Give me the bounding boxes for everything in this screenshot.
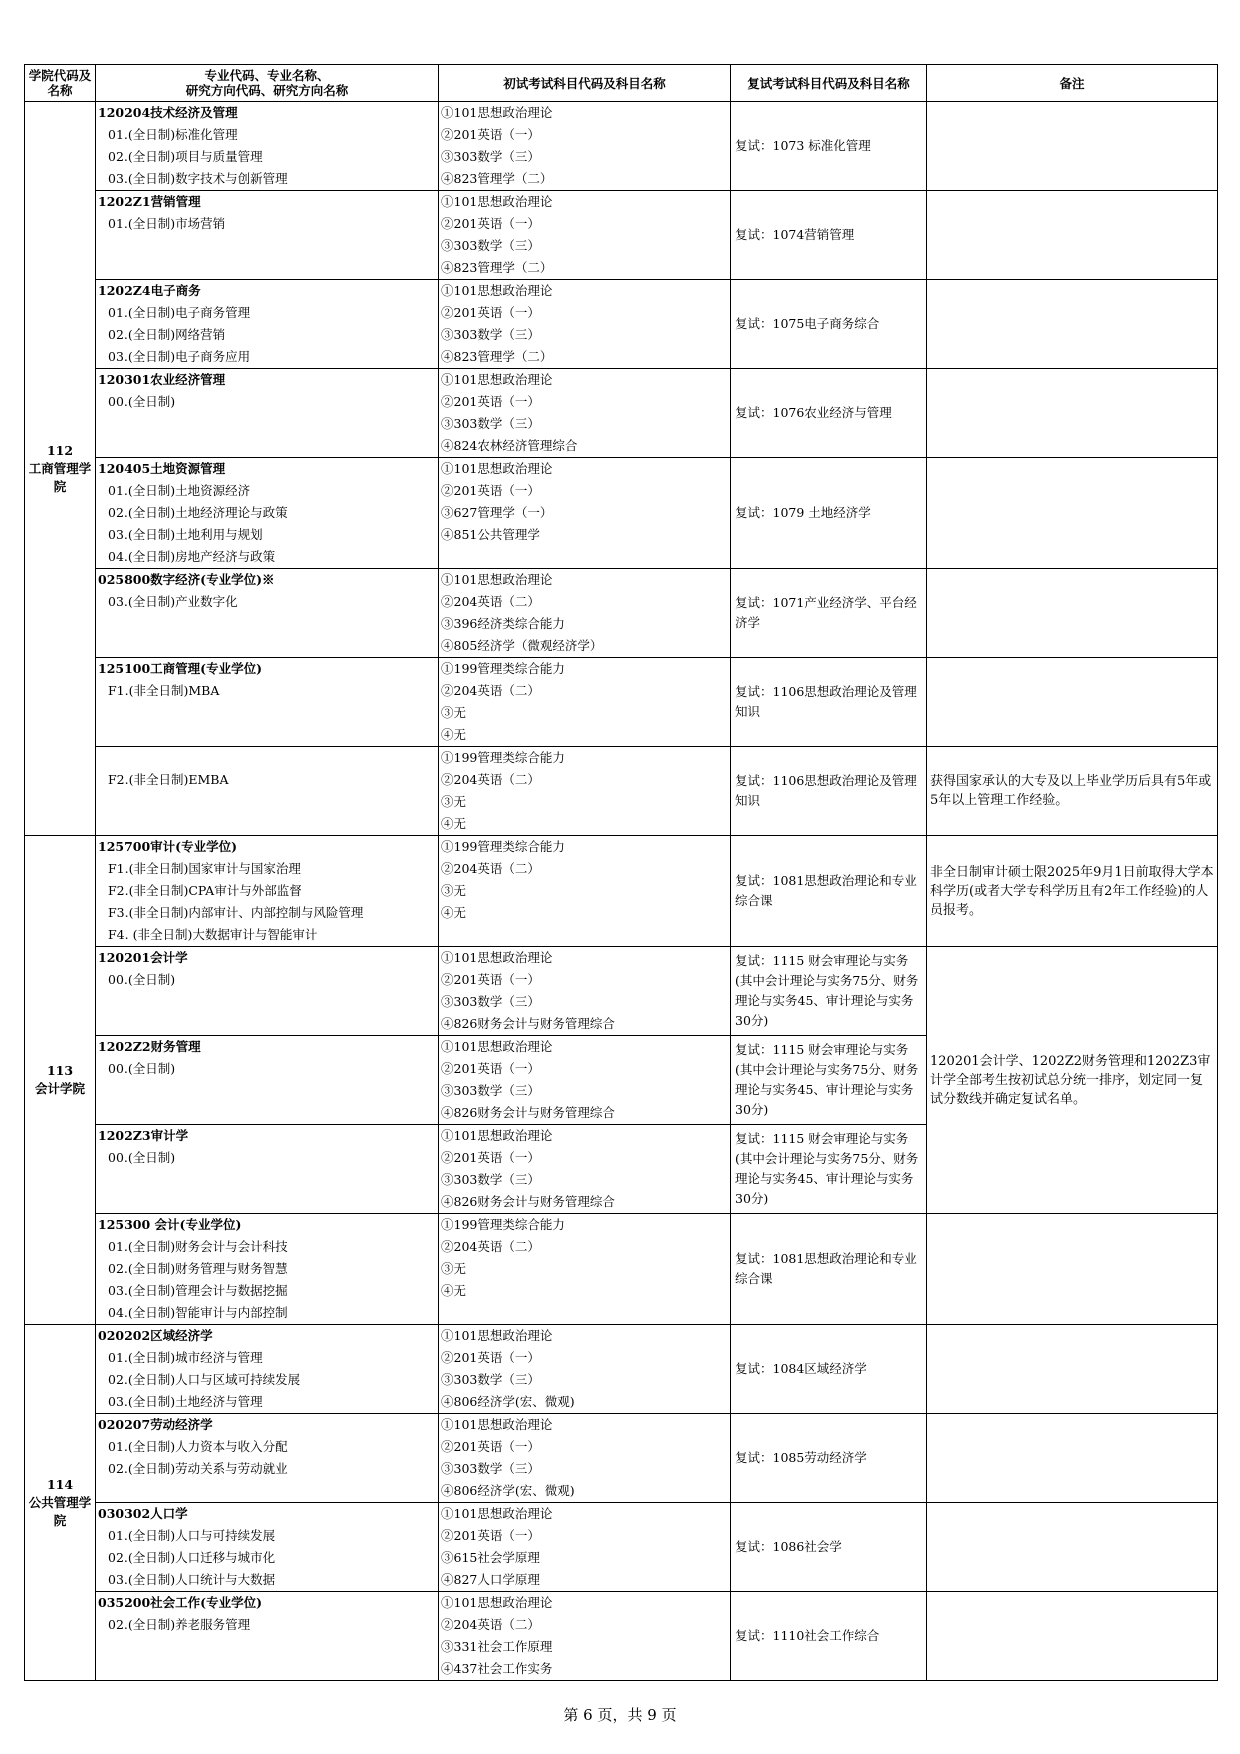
major-name: 125300 会计(专业学位) [98, 1217, 242, 1232]
direction-item: 01.(全日制)电子商务管理 [108, 305, 251, 320]
college-name: 工商管理学院 [28, 460, 92, 494]
exam-subject: ①101思想政治理论 [441, 461, 553, 476]
note-cell: 120201会计学、1202Z2财务管理和1202Z3审计学全部考生按初试总分统一排序，划定同一复试分数线并确定复试名单。 [927, 947, 1218, 1214]
exam-subject: ③396经济类综合能力 [441, 616, 565, 631]
exam-subject: ④805经济学（微观经济学） [441, 638, 603, 653]
major-cell [96, 1325, 439, 1414]
exam-subject: ④826财务会计与财务管理综合 [441, 1194, 615, 1209]
direction-item: 04.(全日制)房地产经济与政策 [108, 549, 276, 564]
exam-subject: ④437社会工作实务 [441, 1661, 553, 1676]
exam-subject: ③303数学（三） [441, 994, 540, 1009]
exam-subject: ①101思想政治理论 [441, 105, 553, 120]
retest-cell: 复试：1074营销管理 [731, 191, 927, 280]
exam-subject: ④824农林经济管理综合 [441, 438, 578, 453]
note-cell [927, 569, 1218, 658]
retest-cell: 复试：1085劳动经济学 [731, 1414, 927, 1503]
header-college: 学院代码及名称 [25, 65, 96, 102]
exam-cell [439, 458, 731, 569]
exam-subject: ③303数学（三） [441, 1172, 540, 1187]
major-cell [96, 1592, 439, 1681]
exam-subject: ④823管理学（二） [441, 349, 553, 364]
direction-item: 03.(全日制)产业数字化 [108, 594, 238, 609]
exam-subject: ③627管理学（一） [441, 505, 553, 520]
exam-cell [439, 1214, 731, 1325]
note-cell [927, 458, 1218, 569]
exam-subject: ②201英语（一） [441, 1350, 540, 1365]
exam-subject: ③331社会工作原理 [441, 1639, 553, 1654]
note-cell [927, 280, 1218, 369]
exam-subject: ②201英语（一） [441, 305, 540, 320]
direction-item: 00.(全日制) [108, 1061, 176, 1076]
exam-subject: ②201英语（一） [441, 216, 540, 231]
exam-subject: ④无 [441, 905, 467, 920]
direction-item: 00.(全日制) [108, 394, 176, 409]
header-row [25, 65, 1218, 102]
header-note: 备注 [927, 65, 1218, 102]
note-cell [927, 1503, 1218, 1592]
direction-item: 02.(全日制)劳动关系与劳动就业 [108, 1461, 288, 1476]
direction-item: 01.(全日制)标准化管理 [108, 127, 238, 142]
direction-item: F2.(非全日制)EMBA [108, 772, 229, 787]
exam-subject: ③303数学（三） [441, 238, 540, 253]
college-cell [25, 1325, 96, 1681]
direction-item: F1.(非全日制)MBA [108, 683, 220, 698]
exam-subject: ③303数学（三） [441, 149, 540, 164]
exam-subject: ①101思想政治理论 [441, 372, 553, 387]
major-name: 1202Z3审计学 [98, 1128, 189, 1143]
exam-subject: ②201英语（一） [441, 972, 540, 987]
direction-item: F2.(非全日制)CPA审计与外部监督 [108, 883, 302, 898]
major-cell [96, 1414, 439, 1503]
direction-item: 02.(全日制)土地经济理论与政策 [108, 505, 288, 520]
exam-subject: ③303数学（三） [441, 1461, 540, 1476]
note-cell [927, 658, 1218, 747]
note-cell: 获得国家承认的大专及以上毕业学历后具有5年或5年以上管理工作经验。 [927, 747, 1218, 836]
direction-item: 01.(全日制)人口与可持续发展 [108, 1528, 276, 1543]
direction-item: 03.(全日制)电子商务应用 [108, 349, 251, 364]
major-cell [96, 569, 439, 658]
admission-table [24, 64, 1218, 1681]
exam-cell [439, 1503, 731, 1592]
direction-item: 03.(全日制)人口统计与大数据 [108, 1572, 276, 1587]
direction-item: 03.(全日制)土地利用与规划 [108, 527, 263, 542]
table-row [25, 836, 1218, 947]
major-cell [96, 191, 439, 280]
table-row [25, 1592, 1218, 1681]
exam-cell [439, 1036, 731, 1125]
retest-cell: 复试：1106思想政治理论及管理知识 [731, 658, 927, 747]
retest-cell: 复试：1110社会工作综合 [731, 1592, 927, 1681]
direction-item: 03.(全日制)数字技术与创新管理 [108, 171, 288, 186]
exam-subject: ③303数学（三） [441, 1372, 540, 1387]
exam-subject: ②204英语（二） [441, 1239, 540, 1254]
college-name: 会计学院 [34, 1081, 85, 1096]
exam-subject: ②201英语（一） [441, 1150, 540, 1165]
direction-item: 01.(全日制)市场营销 [108, 216, 226, 231]
direction-item: 00.(全日制) [108, 1150, 176, 1165]
direction-item: 01.(全日制)城市经济与管理 [108, 1350, 263, 1365]
major-name: 035200社会工作(专业学位) [98, 1595, 263, 1610]
exam-subject: ④806经济学(宏、微观) [441, 1394, 575, 1409]
major-name: 020207劳动经济学 [98, 1417, 213, 1432]
retest-cell: 复试：1081思想政治理论和专业综合课 [731, 1214, 927, 1325]
exam-cell [439, 369, 731, 458]
exam-cell [439, 1325, 731, 1414]
exam-subject: ①101思想政治理论 [441, 194, 553, 209]
retest-cell: 复试：1076农业经济与管理 [731, 369, 927, 458]
spacer [98, 747, 438, 769]
exam-subject: ④无 [441, 727, 467, 742]
exam-subject: ④823管理学（二） [441, 171, 553, 186]
direction-item: 02.(全日制)人口与区域可持续发展 [108, 1372, 301, 1387]
exam-subject: ②201英语（一） [441, 1061, 540, 1076]
exam-cell [439, 1592, 731, 1681]
major-name: 025800数字经济(专业学位)※ [98, 572, 275, 587]
exam-subject: ①101思想政治理论 [441, 1417, 553, 1432]
exam-subject: ④806经济学(宏、微观) [441, 1483, 575, 1498]
exam-subject: ③303数学（三） [441, 327, 540, 342]
direction-item: 00.(全日制) [108, 972, 176, 987]
table-row [25, 369, 1218, 458]
exam-subject: ①101思想政治理论 [441, 283, 553, 298]
direction-item: F3.(非全日制)内部审计、内部控制与风险管理 [108, 905, 364, 920]
exam-subject: ②201英语（一） [441, 1439, 540, 1454]
note-cell: 非全日制审计硕士限2025年9月1日前取得大学本科学历(或者大学专科学历且有2年工作经验)的人员报考。 [927, 836, 1218, 947]
major-cell [96, 658, 439, 747]
major-name: 030302人口学 [98, 1506, 188, 1521]
exam-subject: ①101思想政治理论 [441, 1595, 553, 1610]
major-name: 1202Z1营销管理 [98, 194, 201, 209]
exam-subject: ①101思想政治理论 [441, 1506, 553, 1521]
exam-subject: ②204英语（二） [441, 594, 540, 609]
exam-cell [439, 1414, 731, 1503]
exam-cell [439, 658, 731, 747]
exam-cell [439, 1125, 731, 1214]
exam-subject: ④827人口学原理 [441, 1572, 540, 1587]
retest-cell: 复试：1075电子商务综合 [731, 280, 927, 369]
direction-item: 02.(全日制)财务管理与财务智慧 [108, 1261, 288, 1276]
table-row [25, 458, 1218, 569]
table-row [25, 658, 1218, 747]
exam-subject: ③无 [441, 794, 467, 809]
table-row [25, 1503, 1218, 1592]
exam-cell [439, 836, 731, 947]
direction-item: 01.(全日制)财务会计与会计科技 [108, 1239, 288, 1254]
college-cell [25, 836, 96, 1325]
exam-subject: ④826财务会计与财务管理综合 [441, 1105, 615, 1120]
retest-cell: 复试：1073 标准化管理 [731, 102, 927, 191]
exam-subject: ①199管理类综合能力 [441, 839, 565, 854]
note-cell [927, 369, 1218, 458]
major-cell [96, 369, 439, 458]
retest-cell: 复试：1115 财会审理论与实务(其中会计理论与实务75分、财务理论与实务45、审计理论与实务30分) [731, 947, 927, 1036]
direction-item: 03.(全日制)土地经济与管理 [108, 1394, 263, 1409]
exam-subject: ④无 [441, 1283, 467, 1298]
retest-cell: 复试：1071产业经济学、平台经济学 [731, 569, 927, 658]
exam-subject: ③303数学（三） [441, 416, 540, 431]
major-name: 020202区域经济学 [98, 1328, 213, 1343]
retest-cell: 复试：1084区域经济学 [731, 1325, 927, 1414]
exam-subject: ②201英语（一） [441, 394, 540, 409]
major-cell [96, 280, 439, 369]
exam-subject: ①199管理类综合能力 [441, 750, 565, 765]
header-major: 专业代码、专业名称、 研究方向代码、研究方向名称 [96, 65, 439, 102]
college-cell [25, 102, 96, 836]
table-row [25, 1414, 1218, 1503]
exam-cell [439, 102, 731, 191]
exam-subject: ①101思想政治理论 [441, 1128, 553, 1143]
table-row [25, 191, 1218, 280]
table-row [25, 747, 1218, 836]
major-name: 125100工商管理(专业学位) [98, 661, 263, 676]
retest-cell: 复试：1115 财会审理论与实务(其中会计理论与实务75分、财务理论与实务45、审计理论与实务30分) [731, 1036, 927, 1125]
header-initial-exam: 初试考试科目代码及科目名称 [439, 65, 731, 102]
major-cell [96, 1214, 439, 1325]
exam-cell [439, 569, 731, 658]
exam-subject: ①199管理类综合能力 [441, 661, 565, 676]
exam-subject: ③303数学（三） [441, 1083, 540, 1098]
college-name: 公共管理学院 [28, 1494, 92, 1528]
retest-cell: 复试：1115 财会审理论与实务(其中会计理论与实务75分、财务理论与实务45、审计理论与实务30分) [731, 1125, 927, 1214]
exam-subject: ②201英语（一） [441, 483, 540, 498]
direction-item: 03.(全日制)管理会计与数据挖掘 [108, 1283, 288, 1298]
exam-cell [439, 747, 731, 836]
table-row [25, 1325, 1218, 1414]
major-name: 1202Z2财务管理 [98, 1039, 201, 1054]
direction-item: 01.(全日制)土地资源经济 [108, 483, 251, 498]
direction-item: F1.(非全日制)国家审计与国家治理 [108, 861, 301, 876]
exam-subject: ②204英语（二） [441, 772, 540, 787]
major-cell [96, 102, 439, 191]
major-cell [96, 1125, 439, 1214]
major-cell [96, 747, 439, 836]
retest-cell: 复试：1081思想政治理论和专业综合课 [731, 836, 927, 947]
major-name: 120405土地资源管理 [98, 461, 226, 476]
exam-subject: ②204英语（二） [441, 683, 540, 698]
exam-subject: ①101思想政治理论 [441, 1328, 553, 1343]
exam-subject: ②201英语（一） [441, 1528, 540, 1543]
exam-subject: ③无 [441, 883, 467, 898]
major-cell [96, 836, 439, 947]
exam-subject: ①199管理类综合能力 [441, 1217, 565, 1232]
exam-subject: ②204英语（二） [441, 1617, 540, 1632]
note-cell [927, 191, 1218, 280]
note-cell [927, 1325, 1218, 1414]
major-name: 120204技术经济及管理 [98, 105, 238, 120]
direction-item: 02.(全日制)网络营销 [108, 327, 226, 342]
table-row [25, 569, 1218, 658]
exam-subject: ④826财务会计与财务管理综合 [441, 1016, 615, 1031]
note-cell [927, 1592, 1218, 1681]
note-cell [927, 1414, 1218, 1503]
header-retest: 复试考试科目代码及科目名称 [731, 65, 927, 102]
page-footer: 第 6 页，共 9 页 [563, 1706, 677, 1724]
exam-subject: ④无 [441, 816, 467, 831]
direction-item: 04.(全日制)智能审计与内部控制 [108, 1305, 288, 1320]
exam-subject: ②204英语（二） [441, 861, 540, 876]
exam-subject: ①101思想政治理论 [441, 950, 553, 965]
table-row [25, 280, 1218, 369]
exam-subject: ③无 [441, 705, 467, 720]
note-cell [927, 1214, 1218, 1325]
retest-cell: 复试：1079 土地经济学 [731, 458, 927, 569]
exam-subject: ④851公共管理学 [441, 527, 540, 542]
major-cell [96, 1503, 439, 1592]
retest-cell: 复试：1106思想政治理论及管理知识 [731, 747, 927, 836]
direction-item: 01.(全日制)人力资本与收入分配 [108, 1439, 288, 1454]
note-cell [927, 102, 1218, 191]
table-row [25, 1214, 1218, 1325]
exam-subject: ②201英语（一） [441, 127, 540, 142]
direction-item: F4. (非全日制)大数据审计与智能审计 [108, 927, 318, 942]
major-cell [96, 947, 439, 1036]
table-row [25, 947, 1218, 1036]
retest-cell: 复试：1086社会学 [731, 1503, 927, 1592]
exam-cell [439, 191, 731, 280]
direction-item: 02.(全日制)项目与质量管理 [108, 149, 263, 164]
exam-subject: ①101思想政治理论 [441, 1039, 553, 1054]
college-code: 113 [46, 1063, 74, 1078]
exam-cell [439, 280, 731, 369]
exam-subject: ③无 [441, 1261, 467, 1276]
major-name: 120301农业经济管理 [98, 372, 226, 387]
direction-item: 02.(全日制)养老服务管理 [108, 1617, 251, 1632]
major-name: 120201会计学 [98, 950, 188, 965]
major-cell [96, 1036, 439, 1125]
exam-cell [439, 947, 731, 1036]
major-name: 125700审计(专业学位) [98, 839, 238, 854]
direction-item: 02.(全日制)人口迁移与城市化 [108, 1550, 276, 1565]
exam-subject: ④823管理学（二） [441, 260, 553, 275]
table-body [25, 102, 1218, 1681]
major-cell [96, 458, 439, 569]
exam-subject: ①101思想政治理论 [441, 572, 553, 587]
table-row [25, 102, 1218, 191]
major-name: 1202Z4电子商务 [98, 283, 201, 298]
exam-subject: ③615社会学原理 [441, 1550, 540, 1565]
college-code: 114 [46, 1476, 74, 1492]
college-code: 112 [46, 442, 74, 458]
